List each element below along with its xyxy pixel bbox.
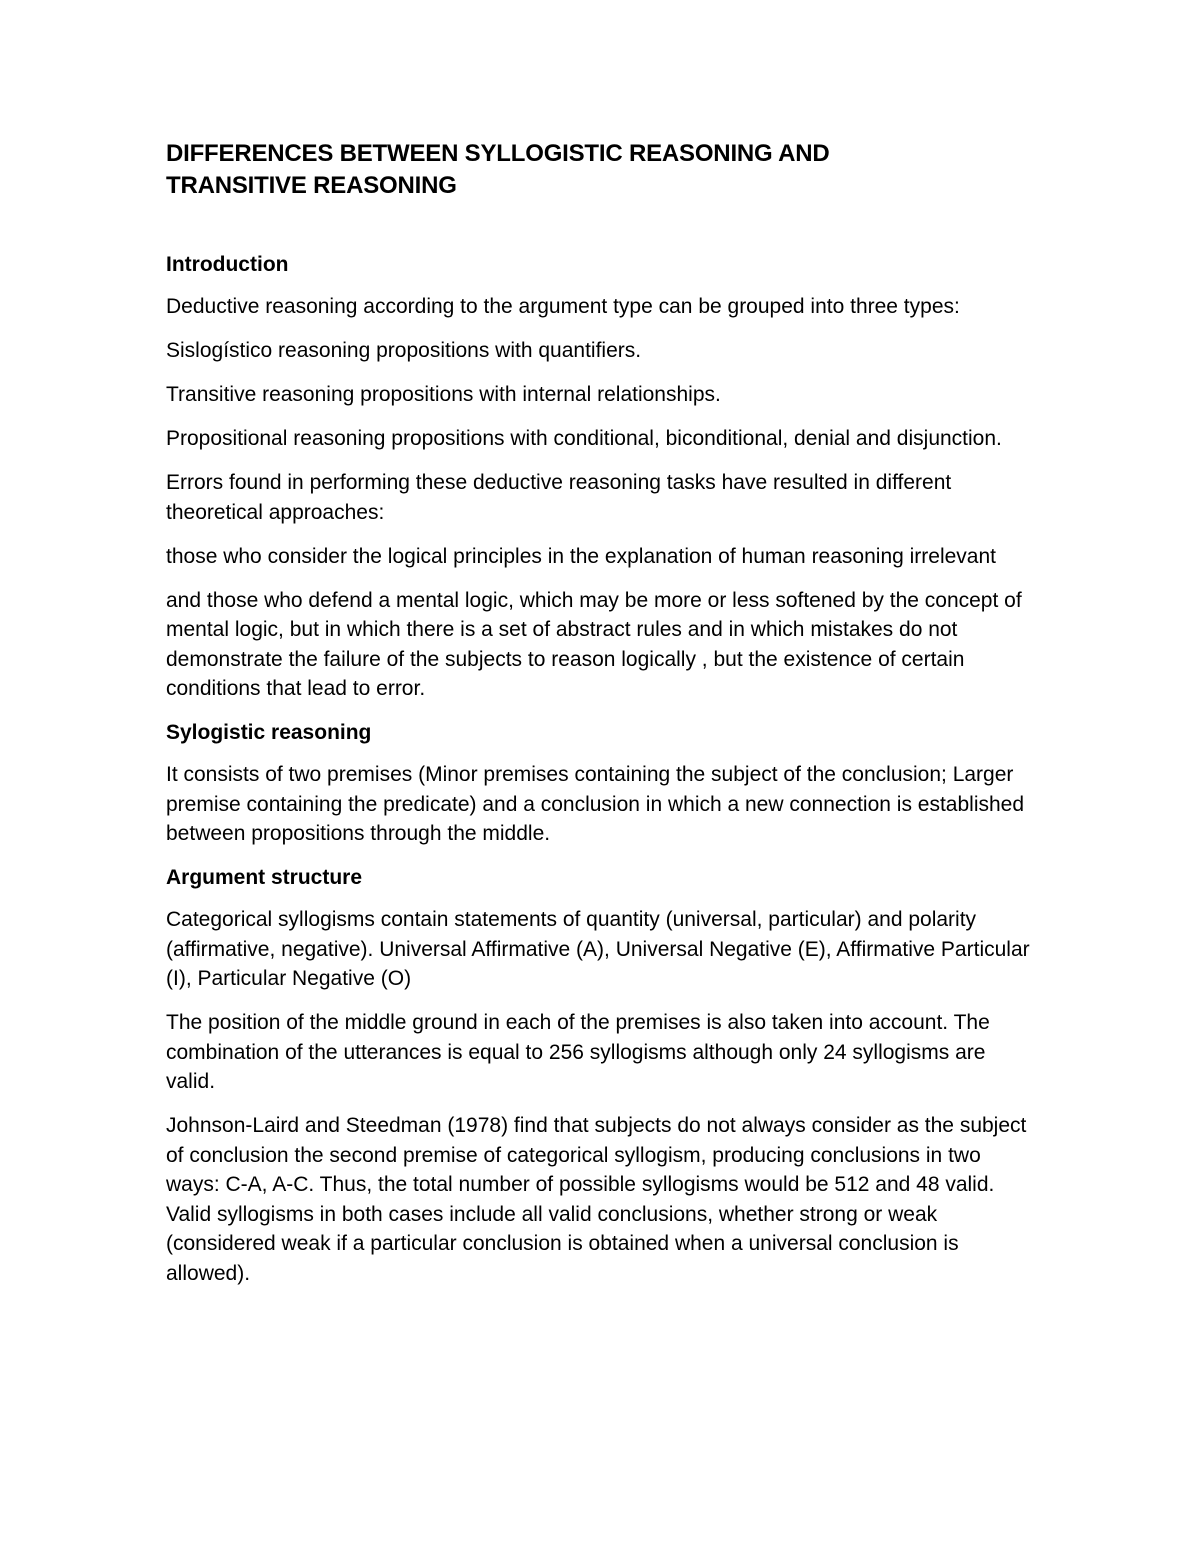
paragraph: Transitive reasoning propositions with internal relationships. xyxy=(166,383,721,406)
paragraph: and those who defend a mental logic, which may be more or less softened by the concept of mental logic, but in which there is a set of abstract rules and in which mistakes do not demonstrate the failure of the subjects to reason logically , but the existence of certain conditions that lead to error. xyxy=(166,588,1022,700)
paragraph: It consists of two premises (Minor premises containing the subject of the conclusion; Larger premise containing the predicate) and a conclusion in which a new connection is established between propositions through the middle. xyxy=(166,763,1025,845)
paragraph: Johnson-Laird and Steedman (1978) find that subjects do not always consider as the subject of conclusion the second premise of categorical syllogism, producing conclusions in two ways: C-A, A-C. Thus, the total number of possible syllogisms would be 512 and 48 valid. Valid syllogisms in both cases include all valid conclusions, whether strong or weak (considered weak if a particular conclusion is obtained when a universal conclusion is allowed). xyxy=(166,1114,1027,1285)
document-title xyxy=(166,138,1036,202)
document-title-line-2: TRANSITIVE REASONING xyxy=(166,172,457,199)
section-heading-argument-structure: Argument structure xyxy=(166,866,363,889)
paragraph: those who consider the logical principles in the explanation of human reasoning irrelevant xyxy=(166,544,997,568)
paragraph: Categorical syllogisms contain statements of quantity (universal, particular) and polarity (affirmative, negative). Universal Affirmative (A), Universal Negative (E), Affirmative Particular (I), Particular Negative (O) xyxy=(166,908,1030,990)
paragraph: Sislogístico reasoning propositions with quantifiers. xyxy=(166,339,642,362)
section-heading-syllogistic-reasoning: Sylogistic reasoning xyxy=(166,721,372,744)
paragraph: The position of the middle ground in each of the premises is also taken into account. The combination of the utterances is equal to 256 syllogisms although only 24 syllogisms are valid. xyxy=(166,1011,990,1093)
document-title-line-1: DIFFERENCES BETWEEN SYLLOGISTIC REASONING AND xyxy=(166,140,830,167)
section-heading-introduction: Introduction xyxy=(166,253,289,276)
paragraph: Propositional reasoning propositions with conditional, biconditional, denial and disjunction. xyxy=(166,427,1002,450)
document-page xyxy=(166,138,1036,1303)
paragraph: Deductive reasoning according to the argument type can be grouped into three types: xyxy=(166,295,960,318)
paragraph: Errors found in performing these deductive reasoning tasks have resulted in different theoretical approaches: xyxy=(166,471,952,524)
